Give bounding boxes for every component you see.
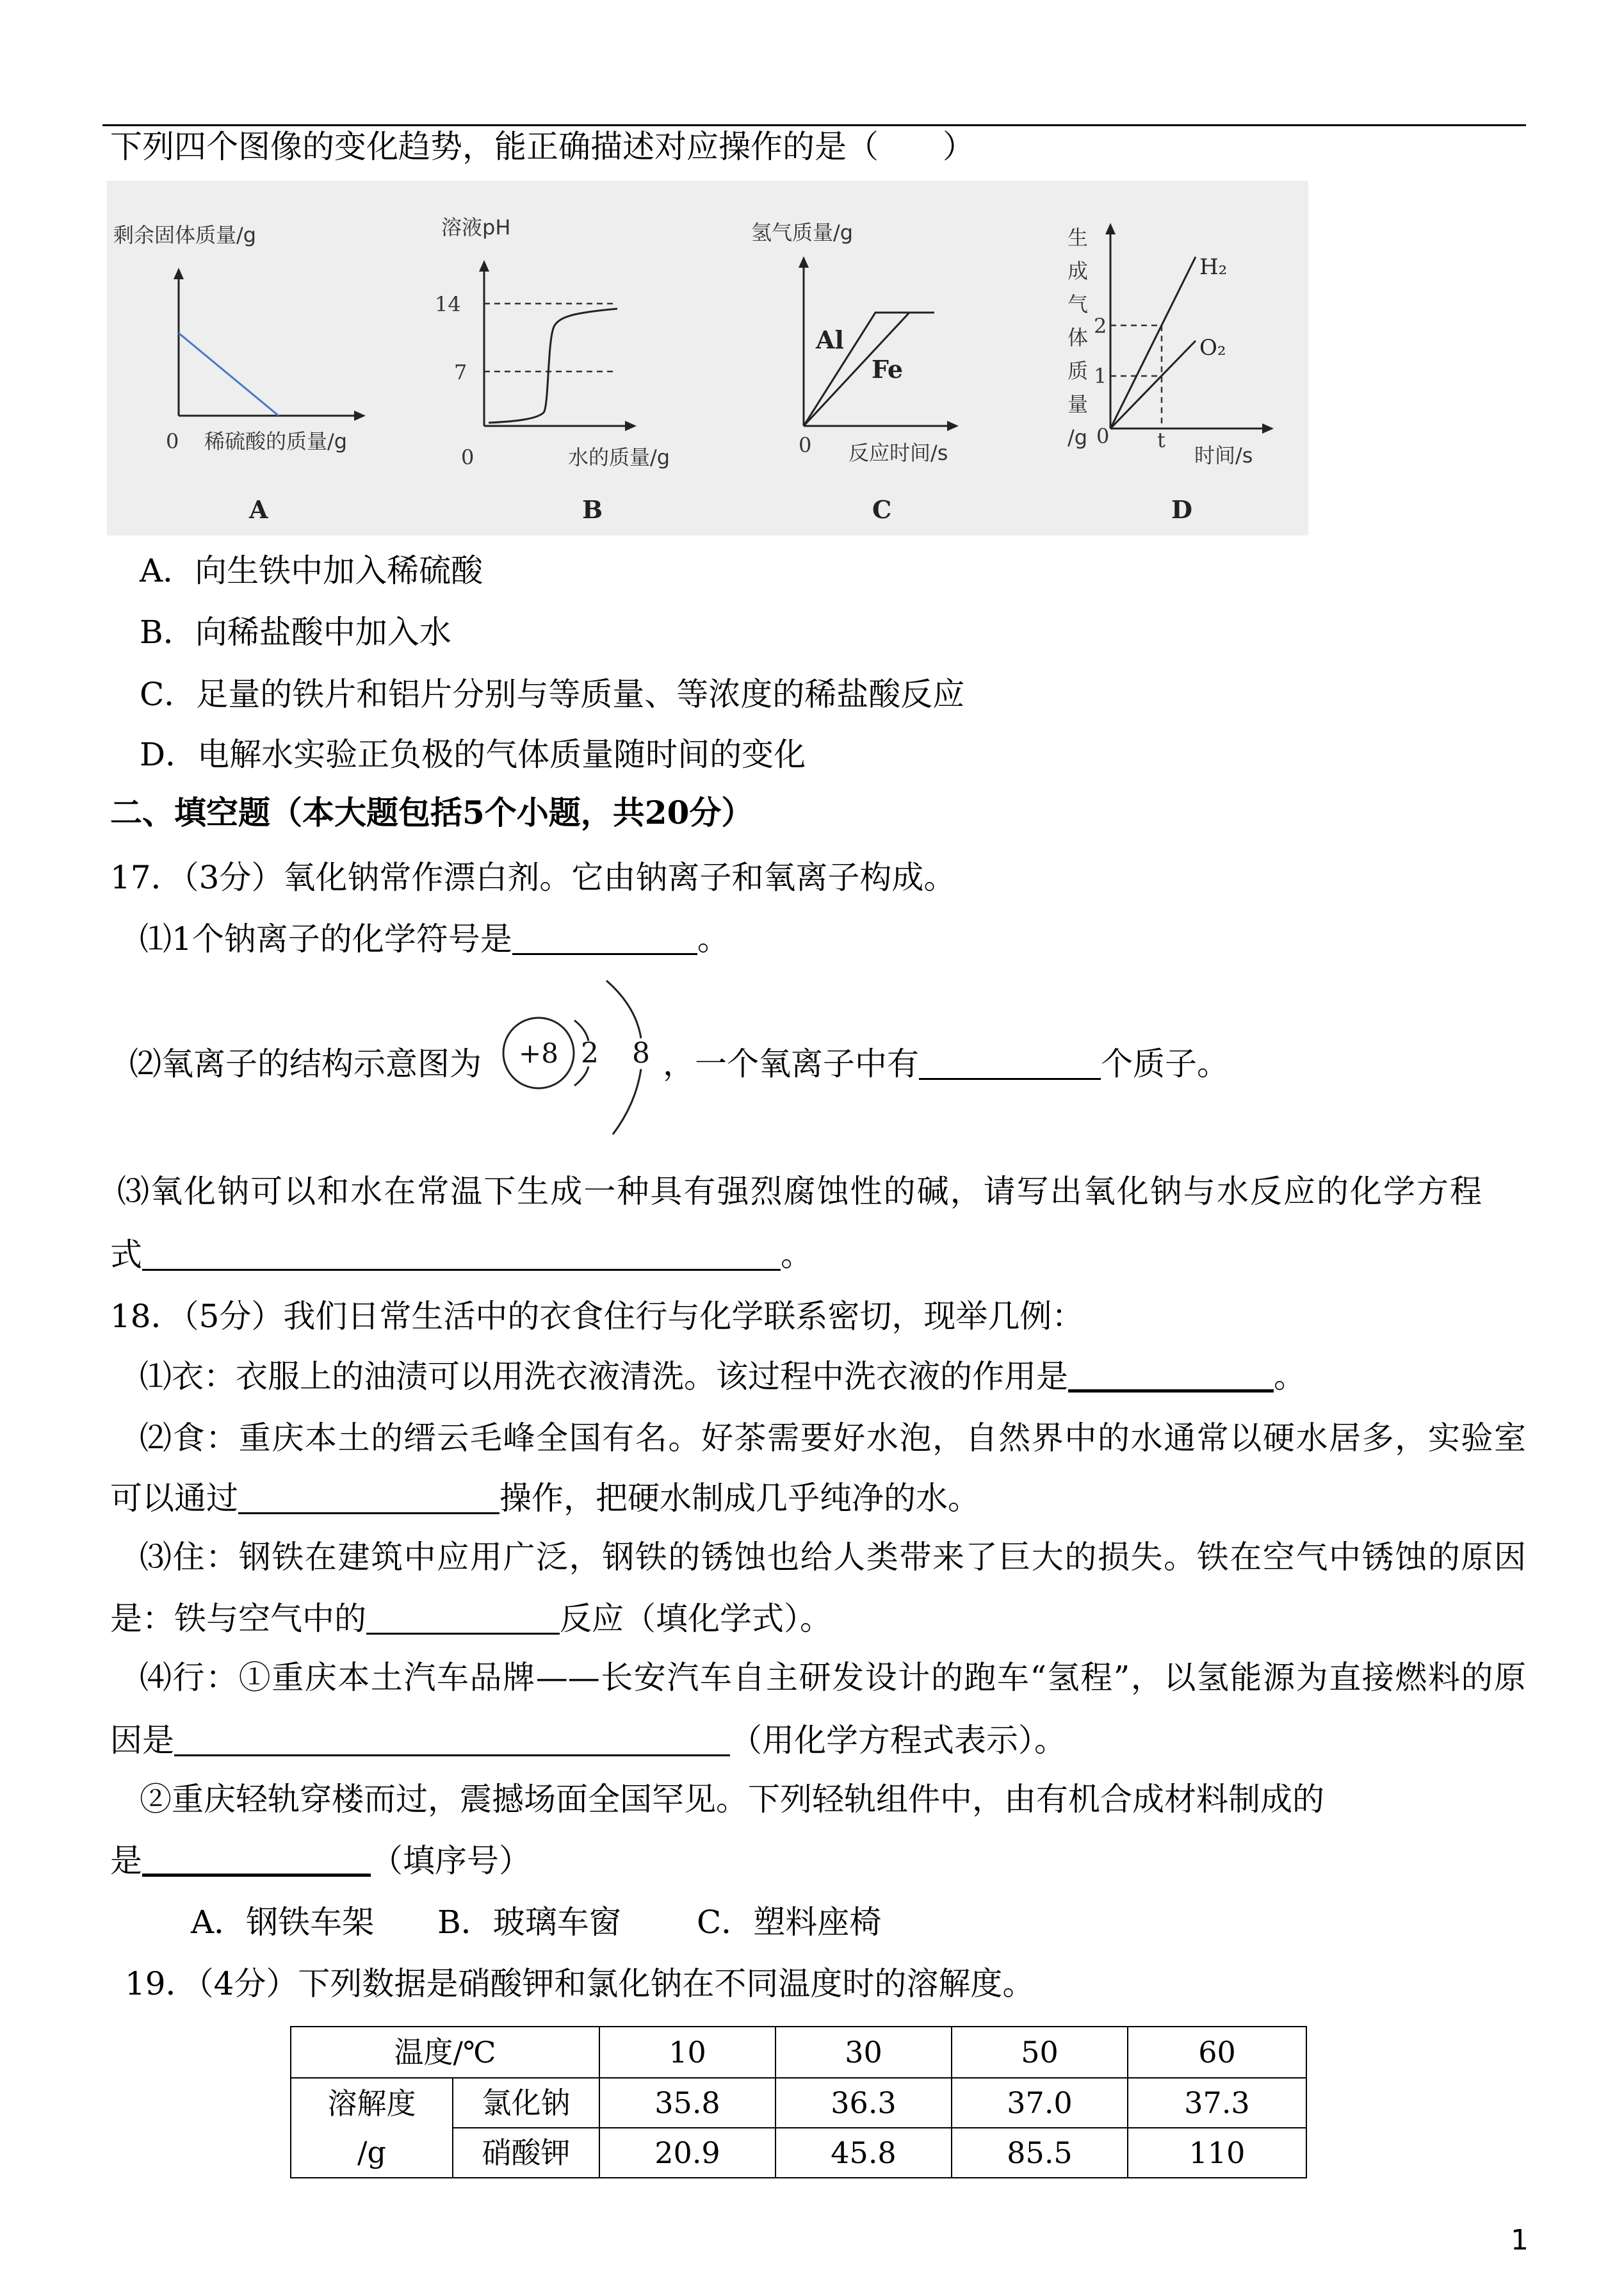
outer-shell-arc-top bbox=[606, 981, 641, 1038]
q18-part2-line2-text: 可以通过 bbox=[110, 1480, 238, 1517]
q18-part4-sub1-line2-text: 因是 bbox=[110, 1722, 174, 1759]
panel-d-xlabel: 时间/s bbox=[1194, 443, 1253, 468]
answer-blank bbox=[366, 1632, 560, 1635]
panel-c-origin: 0 bbox=[799, 433, 812, 457]
panel-d-ylabel: 生成气体质量/g bbox=[1068, 225, 1089, 450]
temperature-cell: 10 bbox=[599, 2027, 775, 2078]
q18-choice-a: A．钢铁车架 bbox=[191, 1904, 375, 1941]
section-heading: 二、填空题（本大题包括5个小题，共20分） bbox=[110, 794, 754, 831]
q18-part4-sub2-line1: ②重庆轻轨穿楼而过，震撼场面全国罕见。下列轻轨组件中，由有机合成材料制成的 bbox=[140, 1781, 1324, 1818]
q17-part1 bbox=[140, 920, 729, 958]
panel-c-ylabel: 氢气质量/g bbox=[751, 220, 854, 245]
q18-part4-sub2-end: （填序号） bbox=[371, 1842, 531, 1879]
answer-blank bbox=[142, 1873, 371, 1877]
q18-part3-end: 反应（填化学式）。 bbox=[560, 1600, 832, 1637]
q16-option-d: D．电解水实验正负极的气体质量随时间的变化 bbox=[140, 736, 806, 773]
q17-title: 17．（3分）氧化钠常作漂白剂。它由钠离子和氧离子构成。 bbox=[110, 859, 956, 896]
panel-c-caption: C bbox=[872, 495, 892, 524]
q17-part3-end: 。 bbox=[781, 1236, 813, 1273]
q17-part3-line1: ⑶氧化钠可以和水在常温下生成一种具有强烈腐蚀性的碱，请写出氧化钠与水反应的化学方程 bbox=[117, 1173, 1482, 1210]
q18-choice-b: B．玻璃车窗 bbox=[437, 1904, 621, 1941]
q16-option-b: B．向稀盐酸中加入水 bbox=[140, 614, 451, 651]
answer-blank bbox=[919, 1077, 1101, 1080]
panel-a-ylabel: 剩余固体质量/g bbox=[113, 223, 257, 247]
panel-a-origin: 0 bbox=[166, 429, 179, 453]
answer-blank bbox=[238, 1512, 499, 1514]
q17-part3-line2-text: 式 bbox=[110, 1236, 142, 1273]
panel-a-xlabel: 稀硫酸的质量/g bbox=[204, 429, 348, 453]
table-cell: 85.5 bbox=[952, 2128, 1128, 2178]
q18-part3-line1: ⑶住：钢铁在建筑中应用广泛，钢铁的锈蚀也给人类带来了巨大的损失。铁在空气中锈蚀的原因 bbox=[140, 1539, 1526, 1576]
panel-b-tick-7: 7 bbox=[454, 360, 467, 384]
table-cell: 45.8 bbox=[775, 2128, 952, 2178]
substance-name: 硝酸钾 bbox=[453, 2128, 599, 2178]
panel-d-tick-2: 2 bbox=[1094, 314, 1107, 338]
header-rule bbox=[102, 124, 1526, 126]
solubility-group-label bbox=[291, 2078, 453, 2178]
answer-blank bbox=[1068, 1389, 1274, 1393]
q18-part2-line1: ⑵食：重庆本土的缙云毛峰全国有名。好茶需要好水泡，自然界中的水通常以硬水居多，实验室 bbox=[140, 1419, 1526, 1457]
q17-part2-after bbox=[663, 1045, 1229, 1083]
q18-part3-line2 bbox=[110, 1599, 832, 1638]
q17-part2-end: 个质子。 bbox=[1101, 1045, 1229, 1082]
answer-blank bbox=[142, 1268, 781, 1271]
q18-title: 18．（5分）我们日常生活中的衣食住行与化学联系密切，现举几例： bbox=[110, 1298, 1084, 1335]
panel-d-h2-label: H₂ bbox=[1199, 254, 1228, 280]
panel-d-t-marker: t bbox=[1157, 428, 1165, 452]
q18-part4-sub2-line2-text: 是 bbox=[110, 1842, 142, 1879]
panel-d-o2-label: O₂ bbox=[1199, 335, 1226, 361]
panel-c-al-label: Al bbox=[816, 325, 844, 354]
nucleus-charge: +8 bbox=[519, 1038, 558, 1069]
solubility-label-line1: 溶解度 bbox=[327, 2086, 416, 2121]
q16-option-a: A．向生铁中加入稀硫酸 bbox=[140, 552, 483, 589]
temperature-cell: 30 bbox=[775, 2027, 952, 2078]
panel-d-origin: 0 bbox=[1096, 424, 1110, 448]
temperature-cell: 50 bbox=[952, 2027, 1128, 2078]
q18-choice-c: C．塑料座椅 bbox=[697, 1904, 882, 1941]
q18-part4-sub1-line2 bbox=[110, 1721, 1066, 1760]
q18-part1 bbox=[140, 1357, 1306, 1396]
answer-blank bbox=[174, 1754, 730, 1756]
panel-b-ylabel: 溶液pH bbox=[441, 215, 511, 240]
panel-c-xlabel: 反应时间/s bbox=[849, 441, 948, 465]
table-cell: 20.9 bbox=[599, 2128, 775, 2178]
table-row bbox=[291, 2078, 1306, 2128]
panel-c-fe-label: Fe bbox=[872, 355, 904, 384]
solubility-table bbox=[290, 2026, 1307, 2178]
q18-part4-sub2-line2 bbox=[110, 1842, 531, 1880]
q18-part1-text: ⑴衣：衣服上的油渍可以用洗衣液清洗。该过程中洗衣液的作用是 bbox=[140, 1358, 1068, 1395]
q18-part2-line2 bbox=[110, 1479, 980, 1517]
table-cell: 37.3 bbox=[1128, 2078, 1306, 2128]
q17-part2-text-after: ，一个氧离子中有 bbox=[663, 1045, 919, 1082]
q17-part2-text: ⑵氧离子的结构示意图为 bbox=[129, 1045, 482, 1082]
page-number: 1 bbox=[1511, 2224, 1529, 2257]
q19-title: 19．（4分）下列数据是硝酸钾和氯化钠在不同温度时的溶解度。 bbox=[125, 1965, 1035, 2002]
outer-shell-arc-bottom bbox=[613, 1069, 641, 1134]
answer-blank bbox=[512, 952, 697, 955]
solubility-label-line2: /g bbox=[357, 2135, 386, 2169]
q18-part2-end: 操作，把硬水制成几乎纯净的水。 bbox=[499, 1480, 980, 1517]
inner-shell-electrons: 2 bbox=[581, 1037, 599, 1070]
panel-b-xlabel: 水的质量/g bbox=[568, 445, 670, 470]
temperature-cell: 60 bbox=[1128, 2027, 1306, 2078]
panel-b-tick-14: 14 bbox=[435, 292, 461, 316]
substance-name: 氯化钠 bbox=[453, 2078, 599, 2128]
table-cell: 37.0 bbox=[952, 2078, 1128, 2128]
q18-part4-sub1-end: （用化学方程式表示）。 bbox=[730, 1722, 1066, 1759]
table-cell: 110 bbox=[1128, 2128, 1306, 2178]
table-header-row bbox=[291, 2027, 1306, 2078]
panel-d-caption: D bbox=[1171, 495, 1192, 524]
q16-figure bbox=[107, 181, 1308, 535]
outer-shell-electrons: 8 bbox=[632, 1037, 650, 1070]
q16-stem: 下列四个图像的变化趋势，能正确描述对应操作的是（ ） bbox=[110, 128, 975, 165]
figure-background bbox=[107, 181, 1308, 535]
table-cell: 35.8 bbox=[599, 2078, 775, 2128]
table-cell: 36.3 bbox=[775, 2078, 952, 2128]
panel-b-origin: 0 bbox=[461, 445, 475, 470]
oxygen-ion-structure-diagram bbox=[499, 976, 653, 1148]
q16-option-c: C．足量的铁片和铝片分别与等质量、等浓度的稀盐酸反应 bbox=[140, 676, 965, 713]
temperature-header: 温度/℃ bbox=[291, 2027, 599, 2078]
q18-part3-line2-text: 是：铁与空气中的 bbox=[110, 1600, 366, 1637]
q18-part4-sub1-line1: ⑷行：①重庆本土汽车品牌——长安汽车自主研发设计的跑车“氢程”，以氢能源为直接燃料的原 bbox=[140, 1659, 1526, 1696]
q18-part1-end: 。 bbox=[1274, 1358, 1306, 1395]
panel-d-tick-1: 1 bbox=[1094, 364, 1107, 388]
q17-part1-end: 。 bbox=[697, 920, 729, 958]
panel-b-caption: B bbox=[582, 495, 603, 524]
panel-a-caption: A bbox=[249, 495, 268, 524]
q17-part3-line2 bbox=[110, 1236, 813, 1274]
q17-part1-text: ⑴1个钠离子的化学符号是 bbox=[140, 920, 512, 958]
